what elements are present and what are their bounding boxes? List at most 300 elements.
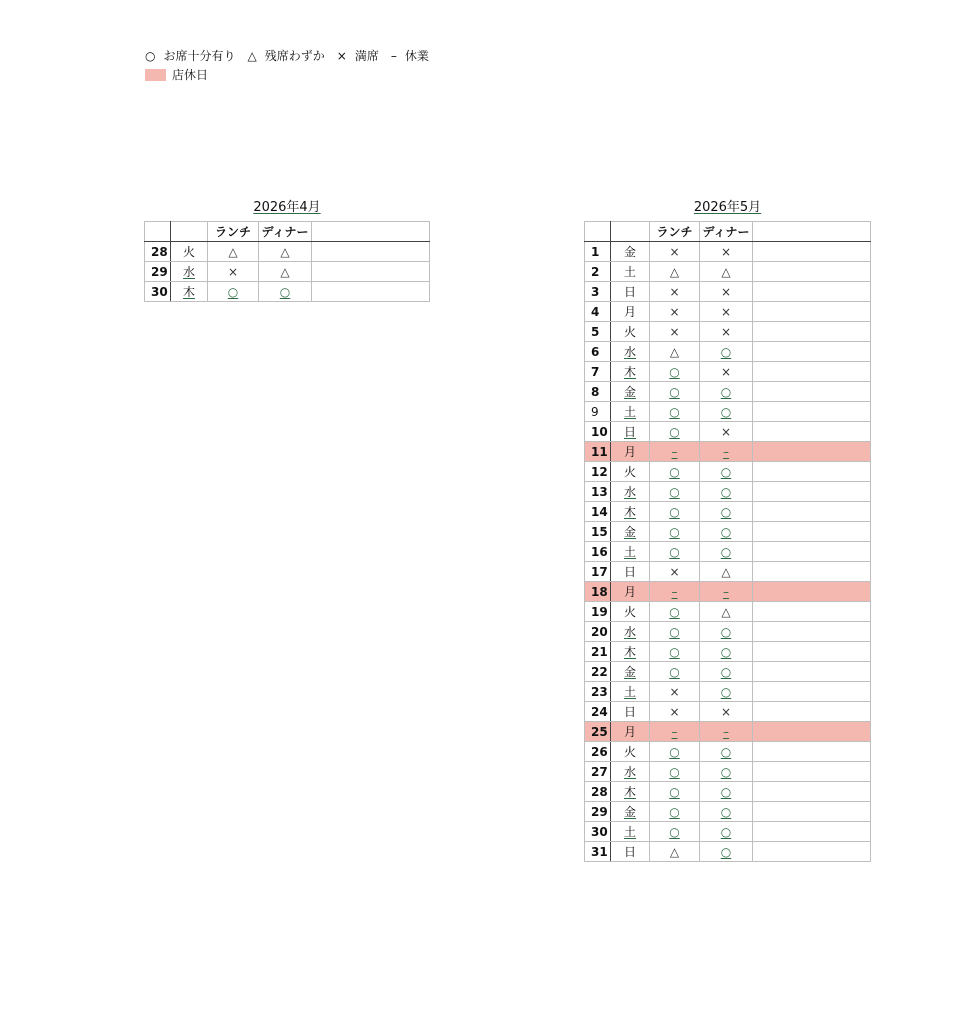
- calendar-april: [144, 199, 430, 302]
- circle-icon: ○: [145, 48, 156, 63]
- header-day: [145, 222, 171, 242]
- weekday: 土: [611, 402, 650, 422]
- notes-cell: [753, 262, 871, 282]
- day-number: 22: [585, 662, 611, 682]
- status-symbol: ○: [720, 664, 732, 679]
- day-number: 7: [585, 362, 611, 382]
- lunch-status: [650, 762, 700, 782]
- notes-cell: [753, 302, 871, 322]
- notes-cell: [753, 742, 871, 762]
- dinner-status: [700, 782, 753, 802]
- status-symbol: ×: [669, 244, 680, 259]
- dinner-status: [700, 662, 753, 682]
- notes-cell: [753, 762, 871, 782]
- weekday: 月: [611, 582, 650, 602]
- header-notes: [312, 222, 430, 242]
- status-symbol: ○: [720, 404, 732, 419]
- lunch-status: [650, 722, 700, 742]
- weekday: 水: [611, 482, 650, 502]
- table-row: [585, 402, 871, 422]
- weekday: 火: [611, 602, 650, 622]
- weekday: 水: [611, 762, 650, 782]
- status-symbol: △: [721, 264, 731, 279]
- day-number: 25: [585, 722, 611, 742]
- lunch-status: [650, 782, 700, 802]
- notes-cell: [753, 722, 871, 742]
- weekday: 木: [611, 362, 650, 382]
- day-number: 3: [585, 282, 611, 302]
- dinner-status: [700, 682, 753, 702]
- status-symbol: ○: [720, 744, 732, 759]
- weekday: 火: [611, 462, 650, 482]
- lunch-status: [650, 242, 700, 262]
- lunch-status: [650, 262, 700, 282]
- table-row: [145, 262, 430, 282]
- lunch-status: [650, 322, 700, 342]
- dinner-status: [700, 722, 753, 742]
- dinner-status: [259, 282, 312, 302]
- notes-cell: [753, 342, 871, 362]
- status-symbol: ○: [669, 364, 680, 379]
- status-symbol: ○: [669, 804, 680, 819]
- lunch-status: [650, 682, 700, 702]
- legend-item-available: [145, 47, 236, 64]
- lunch-status: [650, 362, 700, 382]
- dinner-status: [259, 262, 312, 282]
- status-symbol: ○: [669, 664, 680, 679]
- lunch-status: [650, 462, 700, 482]
- day-number: 4: [585, 302, 611, 322]
- table-row: [585, 502, 871, 522]
- notes-cell: [753, 662, 871, 682]
- day-number: 5: [585, 322, 611, 342]
- table-row: [585, 802, 871, 822]
- status-symbol: △: [669, 344, 680, 359]
- weekday: 木: [611, 782, 650, 802]
- lunch-status: [650, 622, 700, 642]
- day-number: 24: [585, 702, 611, 722]
- status-symbol: ○: [669, 424, 680, 439]
- lunch-status: [650, 562, 700, 582]
- status-symbol: ○: [720, 844, 732, 859]
- dinner-status: [700, 302, 753, 322]
- table-row: [585, 342, 871, 362]
- status-symbol: △: [228, 244, 238, 259]
- header-row: [145, 222, 430, 242]
- weekday: 木: [611, 502, 650, 522]
- table-row: [585, 782, 871, 802]
- weekday: 日: [611, 842, 650, 862]
- legend-label: 満席: [354, 49, 379, 63]
- calendar-may: [584, 199, 871, 862]
- holiday-label: 店休日: [172, 68, 209, 82]
- day-number: 15: [585, 522, 611, 542]
- header-lunch: ランチ: [650, 222, 700, 242]
- notes-cell: [753, 502, 871, 522]
- dinner-status: [700, 582, 753, 602]
- status-symbol: ×: [720, 324, 732, 339]
- day-number: 8: [585, 382, 611, 402]
- notes-cell: [753, 542, 871, 562]
- header-weekday: [611, 222, 650, 242]
- dinner-status: [700, 462, 753, 482]
- weekday: 月: [611, 722, 650, 742]
- header-dinner: ディナー: [700, 222, 753, 242]
- status-symbol: ×: [720, 364, 732, 379]
- table-row: [585, 842, 871, 862]
- weekday: 金: [611, 242, 650, 262]
- status-symbol: ○: [669, 484, 680, 499]
- status-symbol: ×: [720, 304, 732, 319]
- status-symbol: –: [671, 724, 678, 739]
- status-symbol: ×: [720, 244, 732, 259]
- weekday: 土: [611, 822, 650, 842]
- holiday-swatch: [145, 69, 166, 81]
- lunch-status: [650, 702, 700, 722]
- weekday: 金: [611, 382, 650, 402]
- status-symbol: ○: [720, 684, 732, 699]
- status-symbol: ○: [720, 804, 732, 819]
- dinner-status: [700, 242, 753, 262]
- notes-cell: [753, 582, 871, 602]
- table-row: [145, 282, 430, 302]
- status-symbol: ×: [669, 324, 680, 339]
- notes-cell: [753, 242, 871, 262]
- status-symbol: ×: [669, 704, 680, 719]
- status-symbol: ○: [669, 604, 680, 619]
- table-row: [585, 762, 871, 782]
- header-dinner: ディナー: [259, 222, 312, 242]
- day-number: 29: [145, 262, 171, 282]
- status-symbol: ○: [720, 384, 732, 399]
- day-number: 13: [585, 482, 611, 502]
- day-number: 6: [585, 342, 611, 362]
- table-row: [585, 562, 871, 582]
- header-day: [585, 222, 611, 242]
- status-symbol: ○: [720, 344, 732, 359]
- notes-cell: [753, 802, 871, 822]
- day-number: 19: [585, 602, 611, 622]
- notes-cell: [753, 782, 871, 802]
- weekday: 金: [611, 662, 650, 682]
- table-row: [585, 742, 871, 762]
- status-symbol: ○: [669, 404, 680, 419]
- day-number: 28: [585, 782, 611, 802]
- day-number: 31: [585, 842, 611, 862]
- status-symbol: ○: [669, 544, 680, 559]
- legend-label: 休業: [404, 49, 429, 63]
- lunch-status: [650, 842, 700, 862]
- status-symbol: ○: [720, 644, 732, 659]
- table-row: [585, 462, 871, 482]
- lunch-status: [650, 802, 700, 822]
- weekday: 火: [611, 322, 650, 342]
- status-symbol: △: [280, 244, 290, 259]
- lunch-status: [208, 242, 259, 262]
- dinner-status: [700, 702, 753, 722]
- table-row: [585, 482, 871, 502]
- lunch-status: [650, 342, 700, 362]
- legend-symbols: [145, 46, 441, 65]
- status-symbol: ○: [669, 624, 680, 639]
- triangle-icon: △: [247, 48, 257, 63]
- day-number: 30: [145, 282, 171, 302]
- day-number: 2: [585, 262, 611, 282]
- table-row: [585, 642, 871, 662]
- table-row: [585, 242, 871, 262]
- status-symbol: –: [723, 444, 729, 459]
- table-row: [585, 422, 871, 442]
- notes-cell: [753, 462, 871, 482]
- lunch-status: [208, 262, 259, 282]
- weekday: 土: [611, 682, 650, 702]
- table-row: [585, 542, 871, 562]
- lunch-status: [650, 582, 700, 602]
- dinner-status: [700, 542, 753, 562]
- status-symbol: ○: [669, 524, 680, 539]
- status-symbol: ○: [227, 284, 239, 299]
- dinner-status: [700, 362, 753, 382]
- notes-cell: [753, 322, 871, 342]
- status-symbol: ×: [227, 264, 239, 279]
- day-number: 14: [585, 502, 611, 522]
- lunch-status: [650, 402, 700, 422]
- dinner-status: [700, 322, 753, 342]
- lunch-status: [650, 422, 700, 442]
- weekday: 日: [611, 422, 650, 442]
- notes-cell: [753, 282, 871, 302]
- legend-label: お席十分有り: [163, 49, 236, 63]
- weekday: 月: [611, 442, 650, 462]
- status-symbol: –: [671, 444, 678, 459]
- weekday: 日: [611, 562, 650, 582]
- day-number: 1: [585, 242, 611, 262]
- table-row: [585, 282, 871, 302]
- legend-item-few: [248, 47, 325, 64]
- header-notes: [753, 222, 871, 242]
- closed-day-row: [585, 582, 871, 602]
- dinner-status: [700, 742, 753, 762]
- table-row: [585, 622, 871, 642]
- table-row: [585, 702, 871, 722]
- table-row: [585, 662, 871, 682]
- status-symbol: ○: [720, 764, 732, 779]
- status-symbol: ○: [669, 644, 680, 659]
- status-symbol: △: [721, 564, 731, 579]
- status-symbol: ○: [669, 764, 680, 779]
- status-symbol: ○: [720, 484, 732, 499]
- closed-day-row: [585, 442, 871, 462]
- status-symbol: ○: [669, 504, 680, 519]
- legend-item-closed: [391, 47, 429, 64]
- notes-cell: [753, 642, 871, 662]
- status-symbol: ×: [669, 304, 680, 319]
- header-weekday: [171, 222, 208, 242]
- lunch-status: [650, 482, 700, 502]
- dinner-status: [700, 622, 753, 642]
- day-number: 27: [585, 762, 611, 782]
- dinner-status: [700, 282, 753, 302]
- weekday: 火: [171, 242, 208, 262]
- dinner-status: [700, 842, 753, 862]
- day-number: 11: [585, 442, 611, 462]
- notes-cell: [753, 402, 871, 422]
- status-symbol: ○: [720, 624, 732, 639]
- lunch-status: [650, 822, 700, 842]
- header-row: [585, 222, 871, 242]
- status-symbol: –: [723, 724, 729, 739]
- lunch-status: [650, 502, 700, 522]
- notes-cell: [753, 602, 871, 622]
- notes-cell: [312, 242, 430, 262]
- notes-cell: [312, 282, 430, 302]
- lunch-status: [650, 602, 700, 622]
- table-row: [585, 262, 871, 282]
- legend-item-full: [337, 47, 379, 64]
- status-symbol: –: [723, 584, 729, 599]
- table-row: [585, 302, 871, 322]
- day-number: 23: [585, 682, 611, 702]
- day-number: 16: [585, 542, 611, 562]
- lunch-status: [650, 742, 700, 762]
- header-lunch: ランチ: [208, 222, 259, 242]
- status-symbol: ○: [669, 824, 680, 839]
- notes-cell: [753, 622, 871, 642]
- status-symbol: ○: [279, 284, 291, 299]
- dinner-status: [700, 802, 753, 822]
- weekday: 日: [611, 702, 650, 722]
- status-symbol: ×: [720, 704, 732, 719]
- status-symbol: ×: [720, 424, 732, 439]
- status-symbol: ○: [669, 384, 680, 399]
- status-symbol: ○: [720, 544, 732, 559]
- dinner-status: [700, 402, 753, 422]
- notes-cell: [753, 442, 871, 462]
- status-symbol: ×: [669, 284, 680, 299]
- weekday: 水: [171, 262, 208, 282]
- calendar-title: 2026年5月: [693, 200, 762, 215]
- notes-cell: [753, 482, 871, 502]
- status-symbol: ○: [720, 464, 732, 479]
- table-row: [585, 382, 871, 402]
- status-symbol: △: [669, 844, 680, 859]
- dinner-status: [700, 422, 753, 442]
- weekday: 土: [611, 262, 650, 282]
- lunch-status: [650, 282, 700, 302]
- table-row: [585, 682, 871, 702]
- dinner-status: [700, 762, 753, 782]
- legend: [145, 46, 441, 84]
- weekday: 月: [611, 302, 650, 322]
- legend-label: 残席わずか: [264, 49, 325, 63]
- dinner-status: [700, 502, 753, 522]
- weekday: 金: [611, 522, 650, 542]
- notes-cell: [753, 702, 871, 722]
- weekday: 火: [611, 742, 650, 762]
- weekday: 日: [611, 282, 650, 302]
- status-symbol: ○: [720, 524, 732, 539]
- status-symbol: ×: [669, 684, 680, 699]
- notes-cell: [753, 522, 871, 542]
- notes-cell: [753, 822, 871, 842]
- status-symbol: ○: [720, 824, 732, 839]
- dinner-status: [259, 242, 312, 262]
- legend-holiday: [145, 65, 441, 84]
- dinner-status: [700, 822, 753, 842]
- closed-day-row: [585, 722, 871, 742]
- dinner-status: [700, 262, 753, 282]
- calendar-title: 2026年4月: [253, 200, 321, 215]
- status-symbol: ○: [669, 744, 680, 759]
- dinner-status: [700, 562, 753, 582]
- dinner-status: [700, 602, 753, 622]
- calendar-table: [144, 221, 430, 302]
- table-row: [585, 602, 871, 622]
- status-symbol: ×: [669, 564, 680, 579]
- weekday: 水: [611, 342, 650, 362]
- weekday: 土: [611, 542, 650, 562]
- lunch-status: [650, 542, 700, 562]
- notes-cell: [753, 422, 871, 442]
- day-number: 17: [585, 562, 611, 582]
- status-symbol: ○: [669, 464, 680, 479]
- table-row: [585, 522, 871, 542]
- lunch-status: [650, 522, 700, 542]
- lunch-status: [650, 382, 700, 402]
- dash-icon: –: [390, 48, 397, 63]
- weekday: 金: [611, 802, 650, 822]
- dinner-status: [700, 522, 753, 542]
- notes-cell: [753, 682, 871, 702]
- day-number: 30: [585, 822, 611, 842]
- status-symbol: –: [671, 584, 678, 599]
- notes-cell: [753, 382, 871, 402]
- cross-icon: ×: [336, 48, 347, 63]
- day-number: 20: [585, 622, 611, 642]
- status-symbol: ○: [720, 784, 732, 799]
- table-row: [585, 822, 871, 842]
- day-number: 18: [585, 582, 611, 602]
- day-number: 12: [585, 462, 611, 482]
- status-symbol: △: [669, 264, 680, 279]
- lunch-status: [650, 302, 700, 322]
- day-number: 28: [145, 242, 171, 262]
- lunch-status: [650, 642, 700, 662]
- status-symbol: △: [721, 604, 731, 619]
- day-number: 9: [585, 402, 611, 422]
- lunch-status: [650, 662, 700, 682]
- table-row: [585, 322, 871, 342]
- dinner-status: [700, 382, 753, 402]
- weekday: 木: [171, 282, 208, 302]
- notes-cell: [753, 362, 871, 382]
- status-symbol: △: [280, 264, 290, 279]
- day-number: 26: [585, 742, 611, 762]
- weekday: 水: [611, 622, 650, 642]
- status-symbol: ○: [720, 504, 732, 519]
- day-number: 21: [585, 642, 611, 662]
- notes-cell: [753, 842, 871, 862]
- calendar-table: [584, 221, 871, 862]
- lunch-status: [650, 442, 700, 462]
- dinner-status: [700, 642, 753, 662]
- dinner-status: [700, 442, 753, 462]
- day-number: 29: [585, 802, 611, 822]
- table-row: [145, 242, 430, 262]
- status-symbol: ○: [669, 784, 680, 799]
- dinner-status: [700, 482, 753, 502]
- day-number: 10: [585, 422, 611, 442]
